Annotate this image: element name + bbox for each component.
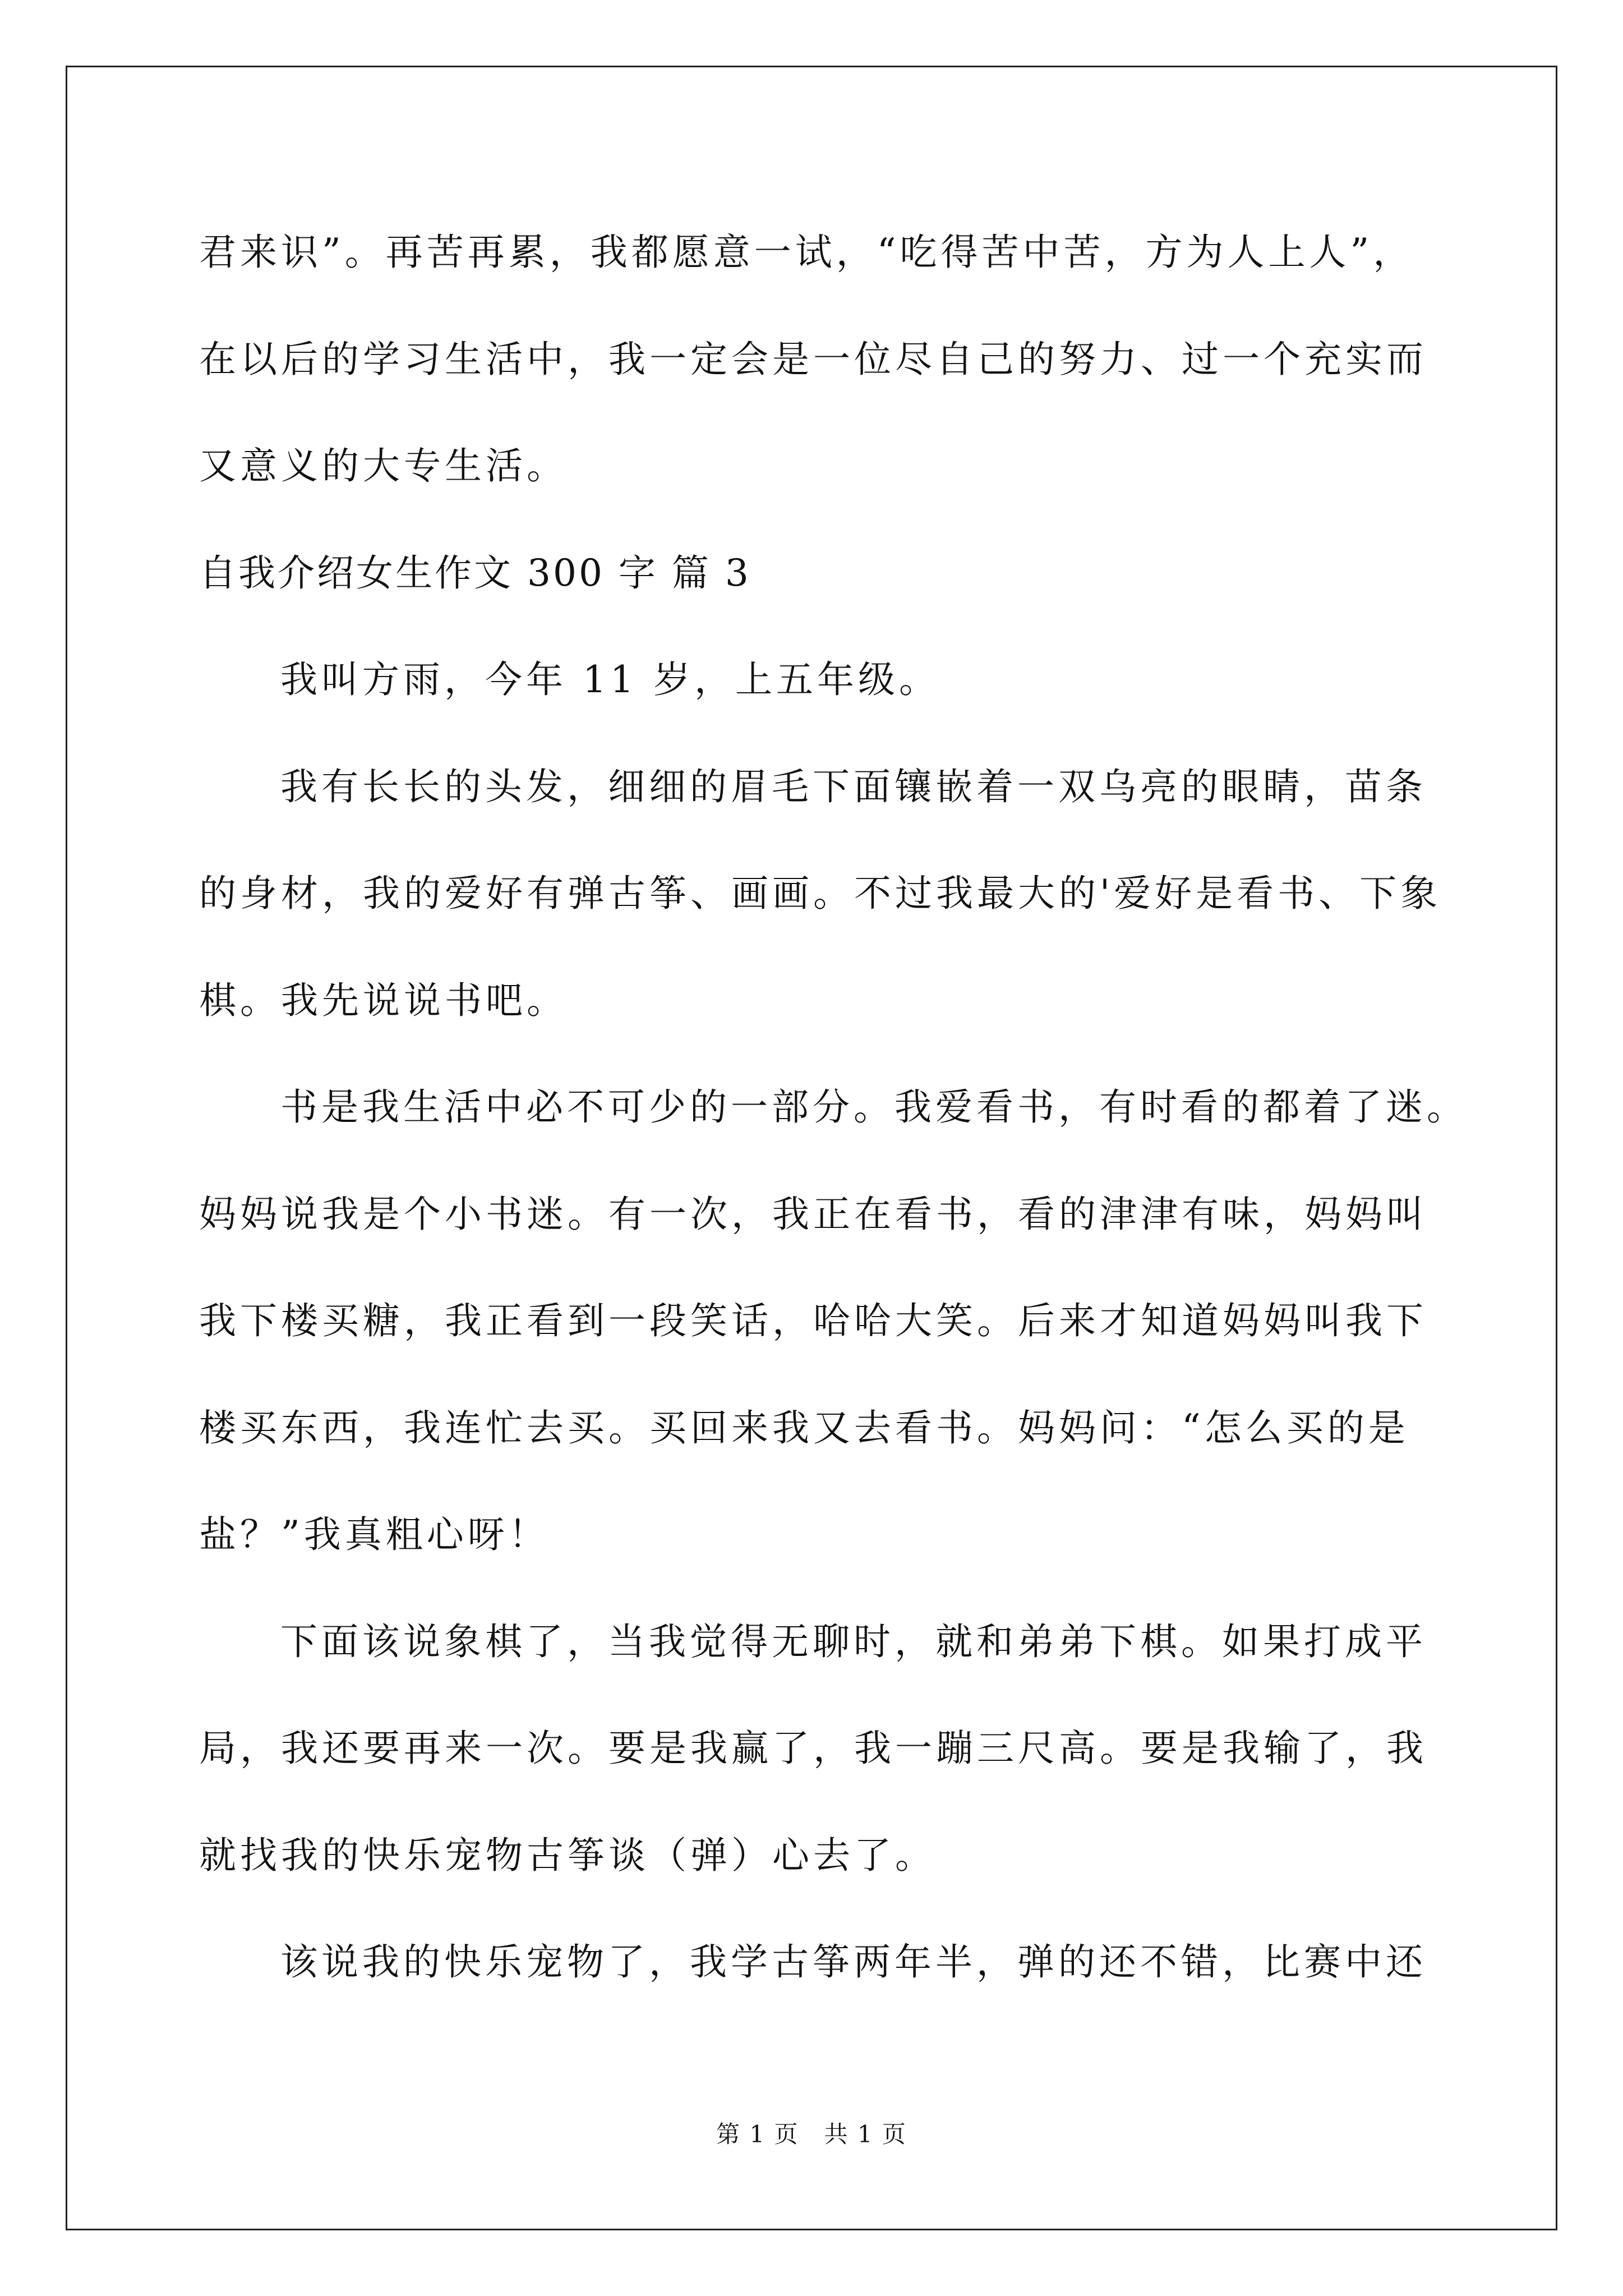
- text-line: 又意义的大专生活。: [199, 444, 568, 487]
- paragraph-first-line: 我叫方雨，今年 11 岁，上五年级。: [280, 658, 940, 701]
- text-line: 楼买东西，我连忙去买。买回来我又去看书。妈妈问：“怎么买的是: [199, 1406, 1409, 1450]
- page-footer: [0, 2118, 1623, 2151]
- page-total: 共 1 页: [824, 2120, 907, 2148]
- text-line: 我下楼买糖，我正看到一段笑话，哈哈大笑。后来才知道妈妈叫我下: [199, 1299, 1427, 1342]
- text-line: 局，我还要再来一次。要是我赢了，我一蹦三尺高。要是我输了，我: [199, 1727, 1427, 1770]
- text-line: 就找我的快乐宠物古筝谈（弹）心去了。: [199, 1834, 936, 1877]
- text-line: 在以后的学习生活中，我一定会是一位尽自己的努力、过一个充实而: [199, 338, 1427, 381]
- paragraph-first-line: 书是我生活中必不可少的一部分。我爱看书，有时看的都着了迷。: [280, 1085, 1468, 1129]
- text-line: 妈妈说我是个小书迷。有一次，我正在看书，看的津津有味，妈妈叫: [199, 1193, 1427, 1236]
- text-line: 君来识”。再苦再累，我都愿意一试，“吃得苦中苦，方为人上人”，: [199, 231, 1414, 274]
- page-border: [66, 66, 1557, 2230]
- paragraph-first-line: 下面该说象棋了，当我觉得无聊时，就和弟弟下棋。如果打成平: [280, 1620, 1427, 1663]
- section-heading: 自我介绍女生作文 300 字 篇 3: [199, 551, 751, 595]
- paragraph-first-line: 我有长长的头发，细细的眉毛下面镶嵌着一双乌亮的眼睛，苗条: [280, 765, 1427, 808]
- text-line: 盐？”我真粗心呀！: [199, 1513, 550, 1556]
- paragraph-first-line: 该说我的快乐宠物了，我学古筝两年半，弹的还不错，比赛中还: [280, 1940, 1427, 1984]
- text-line: 的身材，我的爱好有弹古筝、画画。不过我最大的'爱好是看书、下象: [199, 872, 1442, 915]
- text-line: 棋。我先说说书吧。: [199, 979, 568, 1022]
- page-number: 第 1 页: [716, 2120, 799, 2148]
